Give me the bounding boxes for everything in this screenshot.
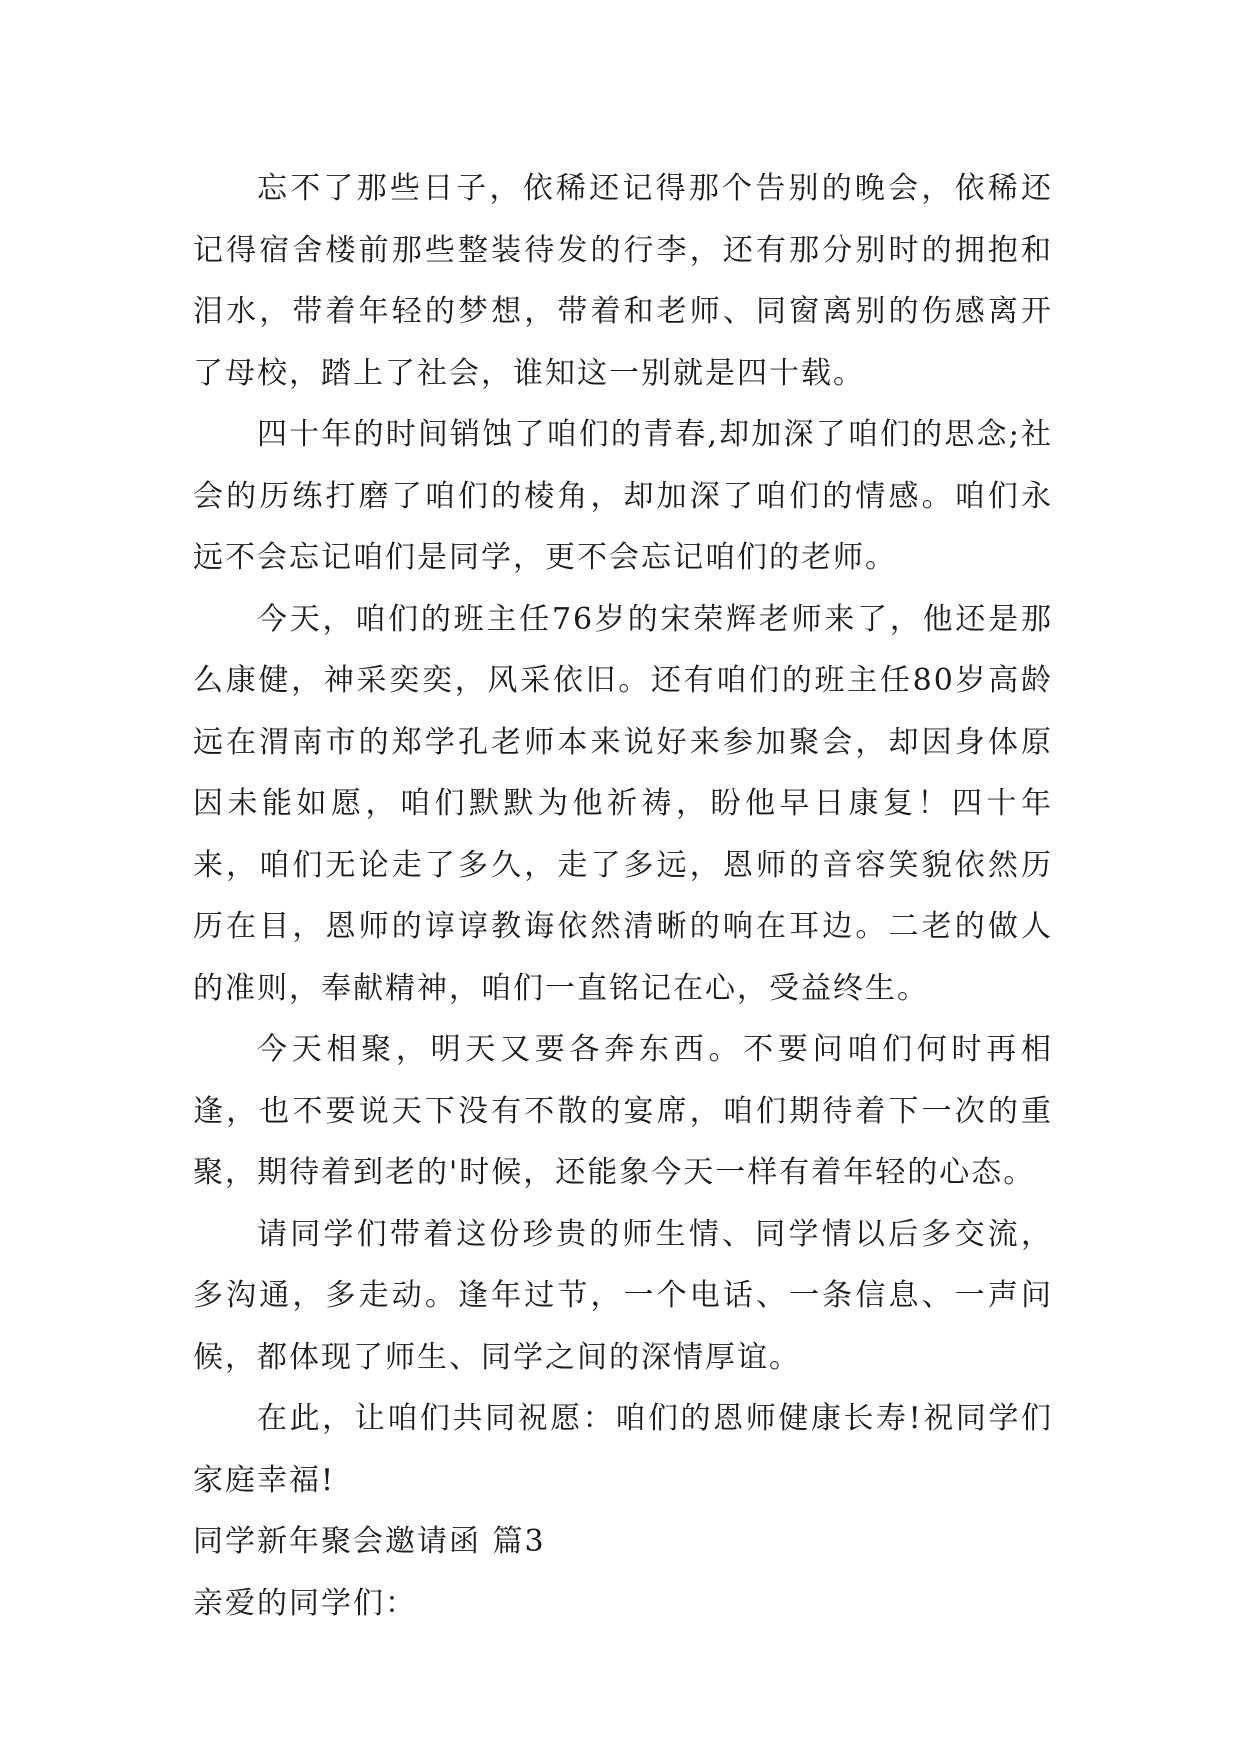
document-body (193, 158, 1053, 1634)
paragraph: 请同学们带着这份珍贵的师生情、同学情以后多交流，多沟通，多走动。逢年过节，一个电话、一条信息、一声问候，都体现了师生、同学之间的深情厚谊。 (193, 1216, 1053, 1375)
paragraph: 今天，咱们的班主任76岁的宋荣辉老师来了，他还是那么康健，神采奕奕，风采依旧。还有咱们的班主任80岁高龄远在渭南市的郑学孔老师本来说好来参加聚会，却因身体原因未能如愿，咱们默默为他祈祷，盼他早日康复！四十年来，咱们无论走了多久，走了多远，恩师的音容笑貌依然历历在目，恩师的谆谆教诲依然清晰的响在耳边。二老的做人的准则，奉献精神，咱们一直铭记在心，受益终生。 (193, 601, 1053, 1006)
section-heading: 同学新年聚会邀请函 篇3 (193, 1524, 546, 1559)
paragraph: 今天相聚，明天又要各奔东西。不要问咱们何时再相逢，也不要说天下没有不散的宴席，咱们期待着下一次的重聚，期待着到老的'时候，还能象今天一样有着年轻的心态。 (193, 1032, 1053, 1190)
paragraph: 四十年的时间销蚀了咱们的青春,却加深了咱们的思念;社会的历练打磨了咱们的棱角，却加深了咱们的情感。咱们永远不会忘记咱们是同学，更不会忘记咱们的老师。 (193, 417, 1053, 575)
paragraph: 在此，让咱们共同祝愿：咱们的恩师健康长寿!祝同学们家庭幸福! (193, 1401, 1053, 1498)
salutation: 亲爱的同学们： (193, 1585, 417, 1621)
paragraph: 忘不了那些日子，依稀还记得那个告别的晚会，依稀还记得宿舍楼前那些整装待发的行李，还有那分别时的拥抱和泪水，带着年轻的梦想，带着和老师、同窗离别的伤感离开了母校，踏上了社会，谁知这一别就是四十载。 (193, 171, 1053, 391)
